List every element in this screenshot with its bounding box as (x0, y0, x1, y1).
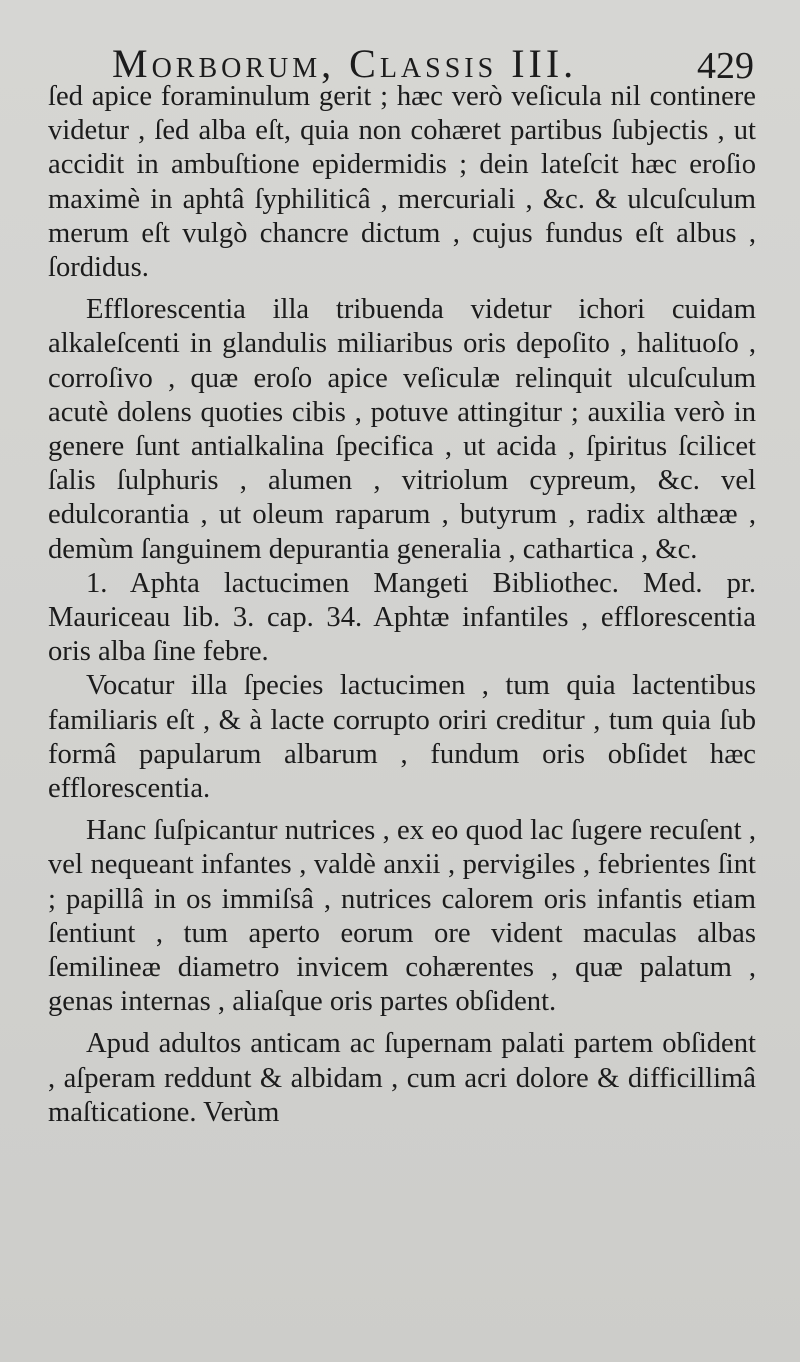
paragraph: 1. Aphta lactucimen Mangeti Bibliothec. Med. pr. Mauriceau lib. 3. cap. 34. Aphtæ infantiles , efflorescentia oris alba ſine febre. (48, 567, 756, 668)
paragraph: ſed apice foraminulum gerit ; hæc verò veſicula nil continere videtur , ſed alba eſt, quia non cohæret partibus ſubjectis , ut accidit in ambuſtione epidermidis ; dein lateſcit hæc eroſio maximè in aphtâ ſyphiliticâ , mercuriali , &c. & ulcuſculum merum eſt vulgò chancre dictum , cujus fundus eſt albus , ſordidus. (48, 81, 756, 284)
body-text (48, 80, 756, 1130)
page-number: 429 (697, 45, 754, 87)
paragraph: Efflorescentia illa tribuenda videtur ichori cuidam alkaleſcenti in glandulis miliaribus oris depoſito , halituoſo , corroſivo , quæ eroſo apice veſiculæ relinquit ulcuſculum acutè dolens quoties cibis , potuve attingitur ; auxilia verò in genere ſunt antialkalina ſpecifica , ut acida , ſpiritus ſcilicet ſalis ſulphuris , alumen , vitriolum cypreum, &c. vel edulcorantia , ut oleum raparum , butyrum , radix althææ , demùm ſanguinem depurantia generalia , cathartica , &c. (48, 294, 756, 565)
paragraph: Vocatur illa ſpecies lactucimen , tum quia lactentibus familiaris eſt , & à lacte corrupto oriri creditur , tum quia ſub formâ papularum albarum , fundum oris obſidet hæc efflorescentia. (48, 670, 756, 805)
paragraph: Apud adultos anticam ac ſupernam palati partem obſident , aſperam reddunt & albidam , cum acri dolore & difficillimâ maſticatione. Verùm (48, 1028, 756, 1128)
paragraph: Hanc ſuſpicantur nutrices , ex eo quod lac ſugere recuſent , vel nequeant infantes , valdè anxii , pervigiles , febrientes ſint ; papillâ in os immiſsâ , nutrices calorem oris infantis etiam ſentiunt , tum aperto eorum ore vident maculas albas ſemilineæ diametro invicem cohærentes , quæ palatum , genas internas , aliaſque oris partes obſident. (48, 815, 756, 1018)
running-head: Morborum, Classis III. (112, 41, 578, 86)
